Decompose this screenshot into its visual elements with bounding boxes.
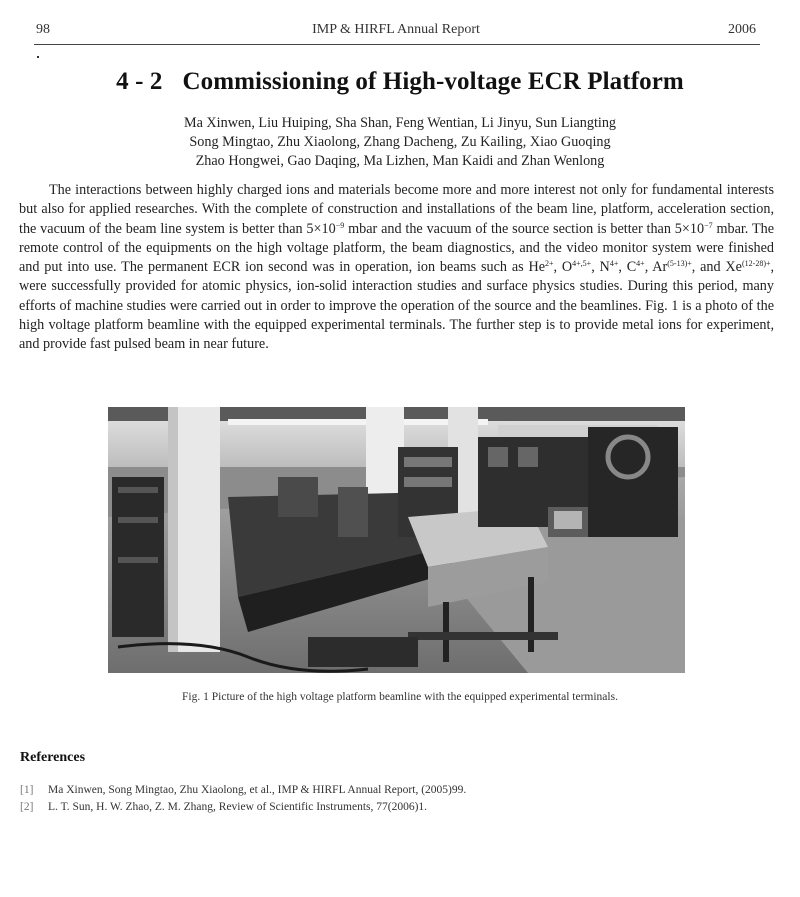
exponent: −7 [704,220,713,230]
beamline-photo-illustration [108,407,685,673]
references-heading: References [20,750,86,765]
page-number: 98 [36,22,50,37]
ion-name: , N [591,259,610,276]
body-segment: , were successfully provided for atomic physics, ion-solid interaction studies and surface physics studies. During this period, many efforts of machine studies were carried out in order to improve the operation of the source and the beamlines. Fig. 1 is a photo of the high voltage platform beamline with the equipped experimental terminals. The further step is to provide metal ions for experiment, and provide fast pulsed beam in near future. [19,259,775,353]
author-list [60,114,740,171]
charge-state: 2+ [545,259,554,269]
ion-name: , Ar [644,259,668,276]
ion-name: , and Xe [691,259,742,276]
title-text: Commissioning of High-voltage ECR Platform [182,68,684,95]
charge-state: 4+,5+ [572,259,592,269]
figure-photo [108,407,685,673]
reference-item [20,784,466,796]
header-rule [34,44,760,45]
reference-item [20,801,427,813]
ion-name: , C [618,259,637,276]
body-segment: mbar. The remote control of the equipments on the high voltage platform, the beam diagnostics, and the video monitor system were finished and put into use. The permanent ECR ion second was in operation, ion beams such as He [19,220,774,276]
reference-text: L. T. Sun, H. W. Zhao, Z. M. Zhang, Review of Scientific Instruments, 77(2006)1. [48,801,428,813]
body-segment: The interactions between highly charged ions and materials become more and more interest not only for fundamental interests but also for applied researches. With the complete of construction and installations of the beam line, platform, acceleration section, the vacuum of the beam line system is better than 5×10 [19,182,774,237]
running-header [36,22,756,42]
author-line: Zhao Hongwei, Gao Daqing, Ma Lizhen, Man Kaidi and Zhan Wenlong [195,153,605,169]
body-paragraph [19,181,774,355]
exponent: −9 [335,220,345,230]
article-title [0,68,800,96]
figure-caption: Fig. 1 Picture of the high voltage platform beamline with the equipped experimental terminals. [182,691,618,703]
reference-marker: [1] [20,784,34,796]
speck-mark [37,56,39,58]
author-line: Song Mingtao, Zhu Xiaolong, Zhang Dacheng, Zu Kailing, Xiao Guoqing [189,134,611,150]
journal-title: IMP & HIRFL Annual Report [312,22,480,37]
charge-state: (12-28)+ [741,259,771,269]
charge-state: 4+ [636,259,645,269]
body-segment: mbar and the vacuum of the source section is better than 5×10 [344,220,705,237]
reference-text: Ma Xinwen, Song Mingtao, Zhu Xiaolong, et al., IMP & HIRFL Annual Report, (2005)99. [48,784,467,796]
charge-state: 4+ [609,259,619,269]
charge-state: (5-13)+ [667,259,692,269]
section-number: 4 - 2 [116,68,163,95]
reference-marker: [2] [20,801,34,813]
report-year: 2006 [728,22,756,37]
author-line: Ma Xinwen, Liu Huiping, Sha Shan, Feng Wentian, Li Jinyu, Sun Liangting [183,115,617,131]
ion-name: , O [553,259,573,276]
